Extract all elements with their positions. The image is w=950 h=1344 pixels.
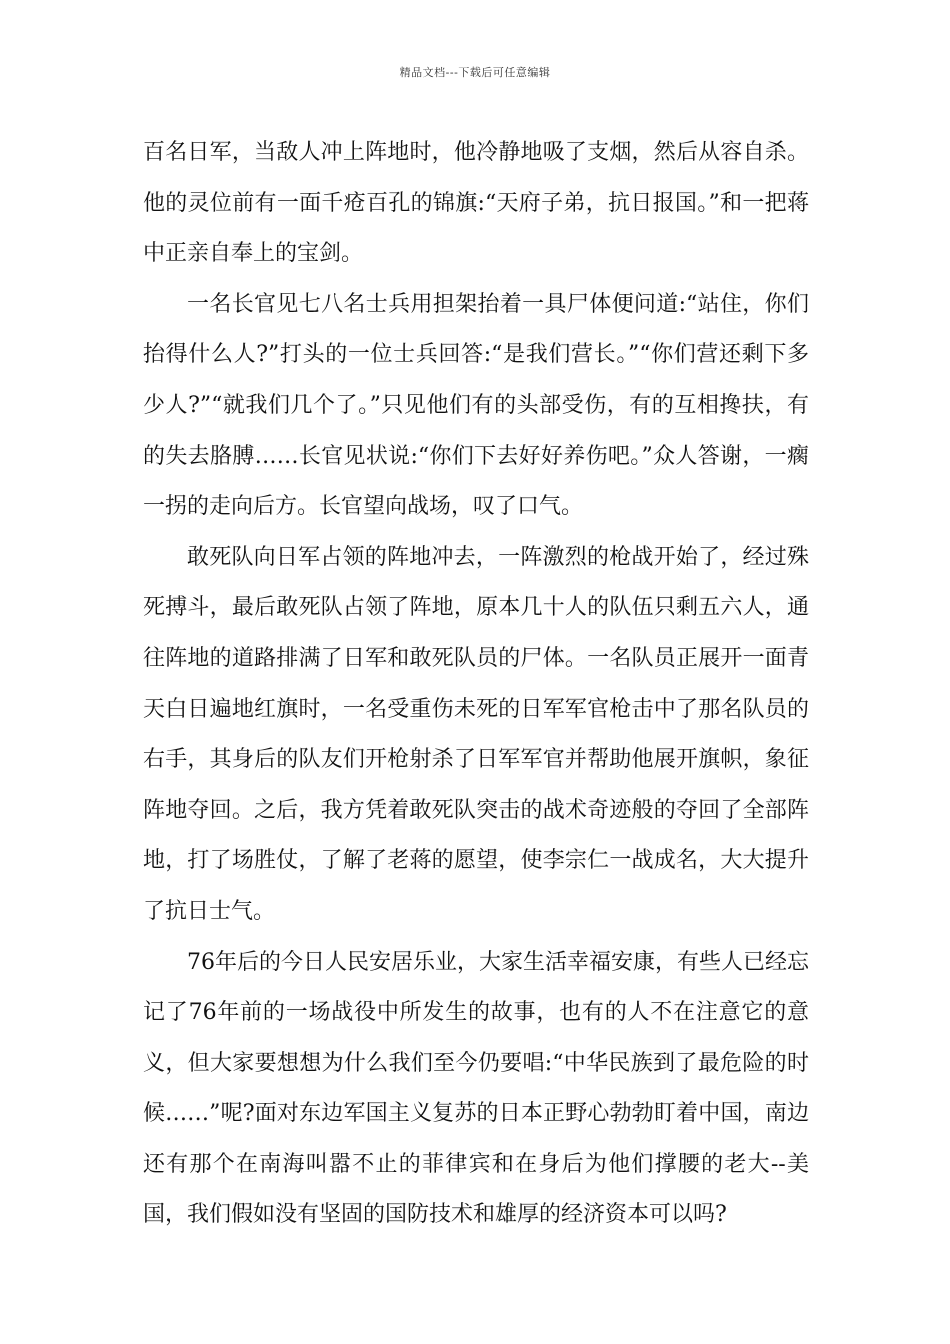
page-header: 精品文档---下载后可任意编辑	[399, 66, 551, 79]
document-body	[143, 128, 809, 1241]
paragraph-2: 一名长官见七八名士兵用担架抬着一具尸体便问道:“站住，你们抬得什么人?”打头的一位士兵回答:“是我们营长。”“你们营还剩下多少人?”“就我们几个了。”只见他们有的头部受伤，有的互相搀扶，有的失去胳膊……长官见状说:“你们下去好好养伤吧。”众人答谢，一瘸一拐的走向后方。长官望向战场，叹了口气。	[143, 291, 809, 520]
paragraph-1: 百名日军，当敌人冲上阵地时，他冷静地吸了支烟，然后从容自杀。他的灵位前有一面千疮百孔的锦旗:“天府子弟，抗日报国。”和一把蒋中正亲自奉上的宝剑。	[143, 140, 809, 267]
paragraph-3: 敢死队向日军占领的阵地冲去，一阵激烈的枪战开始了，经过殊死搏斗，最后敢死队占领了阵地，原本几十人的队伍只剩五六人，通往阵地的道路排满了日军和敢死队员的尸体。一名队员正展开一面青天白日遍地红旗时，一名受重伤未死的日军军官枪击中了那名队员的右手，其身后的队友们开枪射杀了日军军官并帮助他展开旗帜，象征阵地夺回。之后，我方凭着敢死队突击的战术奇迹般的夺回了全部阵地，打了场胜仗，了解了老蒋的愿望，使李宗仁一战成名，大大提升了抗日士气。	[143, 544, 809, 924]
paragraph-4: 76年后的今日人民安居乐业，大家生活幸福安康，有些人已经忘记了76年前的一场战役中所发生的故事，也有的人不在注意它的意义，但大家要想想为什么我们至今仍要唱:“中华民族到了最危险的时候……”呢?面对东边军国主义复苏的日本正野心勃勃盯着中国，南边还有那个在南海叫嚣不止的菲律宾和在身后为他们撑腰的老大--美国，我们假如没有坚固的国防技术和雄厚的经济资本可以吗?	[143, 949, 809, 1228]
